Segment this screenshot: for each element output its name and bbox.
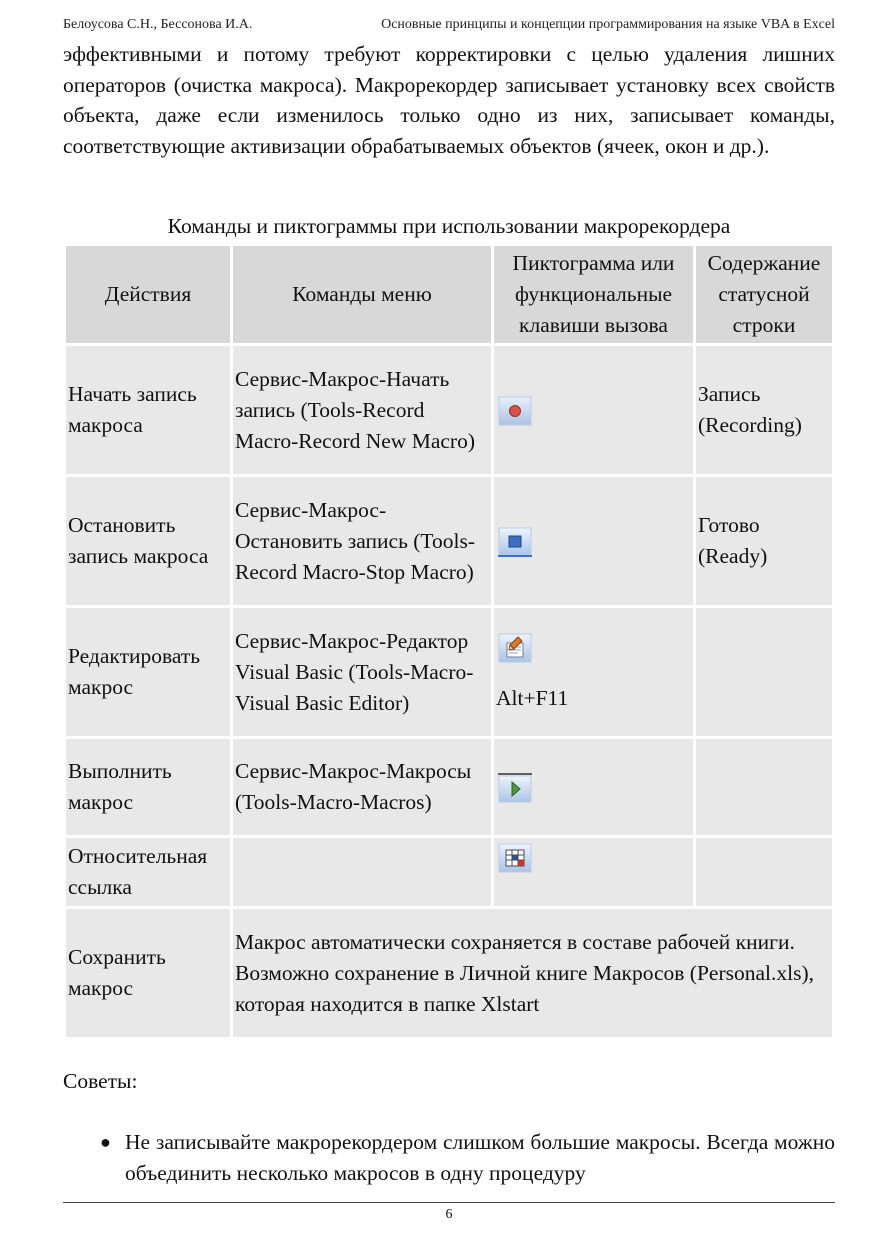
cell-action: Редактировать макрос [66,608,230,736]
advice-title: Советы: [63,1069,138,1093]
cell-icon [494,608,693,736]
bullet-icon: ● [100,1132,111,1152]
column-header-menu-commands: Команды меню [233,246,491,343]
table-row [66,477,832,605]
table-row [66,739,832,835]
advice-item-text: Не записывайте макрорекордером слишком большие макросы. Всегда можно объединить несколько макросов в одну процедуру [125,1130,835,1185]
column-header-status-bar: Содержание статусной строки [696,246,832,343]
stop-recording-icon [498,527,532,557]
cell-icon [494,477,693,605]
table-header-row [66,246,832,343]
footer-rule [63,1202,835,1203]
run-macro-icon [498,773,532,803]
cell-status [696,739,832,835]
cell-menu: Сервис-Макрос-Начать запись (Tools-Record Macro-Record New Macro) [233,346,491,474]
cell-merged-note: Макрос автоматически сохраняется в составе рабочей книги. Возможно сохранение в Личной книге Макросов (Personal.xls), которая находится в папке Xlstart [233,909,832,1037]
page-number: 6 [445,1207,453,1222]
cell-menu: Сервис-Макрос-Редактор Visual Basic (Tools-Macro-Visual Basic Editor) [233,608,491,736]
cell-status: Готово (Ready) [696,477,832,605]
header-authors: Белоусова С.Н., Бессонова И.А. [63,17,253,32]
cell-icon [494,739,693,835]
table-caption: Команды и пиктограммы при использовании макрорекордера [167,214,731,238]
column-header-actions: Действия [66,246,230,343]
intro-paragraph: эффективными и потому требуют корректировки с целью удаления лишних операторов (очистка макроса). Макрорекордер записывает установку всех свойств объекта, даже если изменилось только одно из них, записывает команды, соответствующие активизации обрабатываемых объектов (ячеек, окон и др.). [63,42,835,158]
cell-action: Остановить запись макроса [66,477,230,605]
running-header [63,14,835,36]
cell-menu [233,838,491,906]
cell-status [696,838,832,906]
cell-menu: Сервис-Макрос-Макросы (Tools-Macro-Macros) [233,739,491,835]
macro-recorder-table [63,243,835,1040]
cell-icon [494,346,693,474]
cell-status [696,608,832,736]
list-item [63,1127,835,1188]
cell-icon [494,838,693,906]
advice-list [63,1127,835,1188]
table-row [66,909,832,1037]
cell-menu: Сервис-Макрос-Остановить запись (Tools-Record Macro-Stop Macro) [233,477,491,605]
visual-basic-editor-icon [498,633,532,663]
record-macro-icon [498,396,532,426]
relative-reference-icon [498,843,532,873]
cell-action: Относительная ссылка [66,838,230,906]
hotkey-label: Alt+F11 [496,685,569,710]
table-row [66,838,832,906]
header-book-title: Основные принципы и концепции программирования на языке VBA в Excel [381,17,835,32]
cell-action: Выполнить макрос [66,739,230,835]
cell-action: Сохранить макрос [66,909,230,1037]
cell-status: Запись (Recording) [696,346,832,474]
table-row [66,346,832,474]
table-row [66,608,832,736]
cell-action: Начать запись макроса [66,346,230,474]
column-header-icon-or-keys: Пиктограмма или функциональные клавиши вызова [494,246,693,343]
